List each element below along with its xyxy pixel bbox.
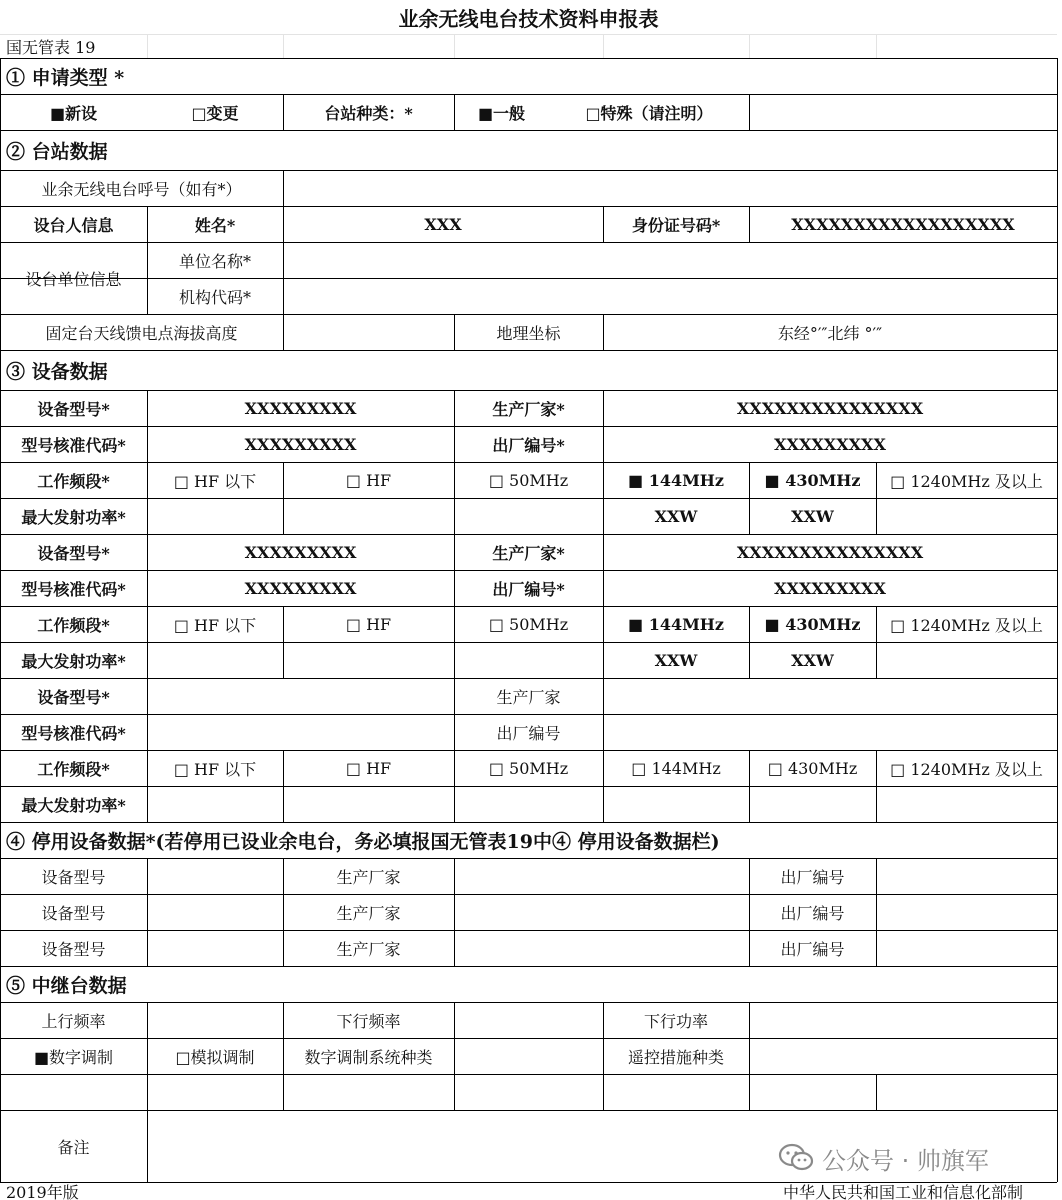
equip-1-serial-label: 出厂编号* <box>492 435 565 455</box>
change-option: □变更 <box>191 103 239 123</box>
equip-1-power-label: 最大发射功率* <box>21 507 126 527</box>
equip-1-band-option-1: □ HF 以下 <box>173 471 257 491</box>
station-type-options: ■一般 <box>477 103 526 123</box>
section-4-heading: ④ 停用设备数据*(若停用已设业余电台，务必填报国无管表19中④ 停用设备数据栏) <box>6 830 720 853</box>
equip-1-serial-value: XXXXXXXXX <box>774 434 886 454</box>
equip-1-power-144: XXW <box>654 506 698 526</box>
equip-3-serial-label: 出厂编号 <box>496 723 561 743</box>
equip-3-band-label: 工作频段* <box>37 759 110 779</box>
equip-1-approval-label: 型号核准代码* <box>21 435 126 455</box>
equip-2-approval-value: XXXXXXXXX <box>244 578 357 598</box>
equip-2-band-label: 工作频段* <box>37 615 110 635</box>
form-title: 业余无线电台技术资料申报表 <box>398 6 659 31</box>
equip-2-band-option-6: □ 1240MHz 及以上 <box>890 615 1043 635</box>
unit-info-label: 设台单位信息 <box>25 269 122 289</box>
equip-3-power-label: 最大发射功率* <box>21 795 126 815</box>
equip-1-band-option-2: □ HF <box>345 470 392 490</box>
equip-1-band-option-5: ■ 430MHz <box>764 470 861 490</box>
id-number-value: XXXXXXXXXXXXXXXXXX <box>791 214 1015 234</box>
equip-1-power-430: XXW <box>791 506 834 526</box>
equip-2-model-label: 设备型号* <box>37 543 110 563</box>
equip-2-maker-value: XXXXXXXXXXXXXXX <box>736 542 924 562</box>
equip-2-serial-label: 出厂编号* <box>492 579 565 599</box>
uplink-frequency-label: 上行频率 <box>41 1011 106 1031</box>
remarks-label: 备注 <box>57 1137 90 1157</box>
stopped-1-serial-label: 出厂编号 <box>780 867 845 887</box>
new-change-options: ■新设 <box>49 103 98 123</box>
equip-1-model-label: 设备型号* <box>37 399 110 419</box>
equip-3-model-label: 设备型号* <box>37 687 110 707</box>
stopped-1-maker-label: 生产厂家 <box>336 867 401 887</box>
unit-name-label: 单位名称* <box>178 251 251 271</box>
altitude-label: 固定台天线馈电点海拔高度 <box>45 323 238 343</box>
equip-2-power-label: 最大发射功率* <box>21 651 126 671</box>
station-type-label: 台站种类：* <box>324 103 413 123</box>
analog-option: □模拟调制 <box>175 1047 255 1067</box>
remote-control-label: 遥控措施种类 <box>627 1047 724 1067</box>
callsign-label: 业余无线电台呼号（如有*） <box>41 179 242 199</box>
equip-1-maker-value: XXXXXXXXXXXXXXX <box>736 398 924 418</box>
section-2-heading: ② 台站数据 <box>6 140 108 163</box>
equip-3-maker-label: 生产厂家 <box>496 687 561 707</box>
equip-1-band-option-4: ■ 144MHz <box>628 470 724 490</box>
stopped-2-maker-label: 生产厂家 <box>336 903 401 923</box>
equip-2-band-option-4: ■ 144MHz <box>628 614 724 634</box>
equip-3-approval-label: 型号核准代码* <box>21 723 126 743</box>
form-number: 国无管表 19 <box>6 37 96 57</box>
equip-2-maker-label: 生产厂家* <box>492 543 565 563</box>
geo-coordinate-value: 东经°′″北纬 °′″ <box>777 323 883 343</box>
equip-3-band-option-6: □ 1240MHz 及以上 <box>890 759 1043 779</box>
stopped-1-model-label: 设备型号 <box>41 867 106 887</box>
equip-2-power-430: XXW <box>791 650 834 670</box>
stopped-3-model-label: 设备型号 <box>41 939 106 959</box>
name-value: XXX <box>424 214 462 234</box>
downlink-frequency-label: 下行频率 <box>336 1011 401 1031</box>
equip-2-model-value: XXXXXXXXX <box>244 542 357 562</box>
section-3-heading: ③ 设备数据 <box>6 360 108 383</box>
geo-coordinate-label: 地理坐标 <box>496 323 561 343</box>
wechat-icon <box>778 1143 814 1173</box>
equip-1-band-option-6: □ 1240MHz 及以上 <box>890 471 1043 491</box>
equip-3-band-option-1: □ HF 以下 <box>173 759 257 779</box>
equip-2-band-option-5: ■ 430MHz <box>764 614 861 634</box>
version-label: 2019年版 <box>6 1182 79 1200</box>
equip-2-band-option-2: □ HF <box>345 614 392 634</box>
special-option: □特殊（请注明） <box>585 103 713 123</box>
equip-2-power-144: XXW <box>654 650 698 670</box>
id-number-label: 身份证号码* <box>631 215 721 235</box>
equip-3-band-option-5: □ 430MHz <box>767 758 858 778</box>
equip-3-band-option-2: □ HF <box>345 758 392 778</box>
digital-system-label: 数字调制系统种类 <box>304 1047 433 1067</box>
stopped-2-model-label: 设备型号 <box>41 903 106 923</box>
watermark-text: 公众号 · 帅旗军 <box>822 1146 989 1175</box>
equip-1-band-label: 工作频段* <box>37 471 110 491</box>
name-label: 姓名* <box>194 215 236 235</box>
stopped-2-serial-label: 出厂编号 <box>780 903 845 923</box>
section-5-heading: ⑤ 中继台数据 <box>6 974 127 997</box>
org-code-label: 机构代码* <box>178 287 251 307</box>
equip-2-serial-value: XXXXXXXXX <box>774 578 886 598</box>
issuer-label: 中华人民共和国工业和信息化部制 <box>782 1182 1023 1200</box>
owner-info-label: 设台人信息 <box>33 215 114 235</box>
equip-2-band-option-3: □ 50MHz <box>488 614 569 634</box>
equip-1-band-option-3: □ 50MHz <box>488 470 569 490</box>
downlink-power-label: 下行功率 <box>643 1011 708 1031</box>
modulation-options: ■数字调制 <box>33 1047 114 1067</box>
equip-3-band-option-3: □ 50MHz <box>488 758 569 778</box>
equip-2-approval-label: 型号核准代码* <box>21 579 126 599</box>
equip-2-band-option-1: □ HF 以下 <box>173 615 257 635</box>
equip-1-maker-label: 生产厂家* <box>492 399 565 419</box>
section-1-heading: ① 申请类型 * <box>6 66 125 89</box>
watermark <box>778 1138 1038 1178</box>
stopped-3-serial-label: 出厂编号 <box>780 939 845 959</box>
equip-1-model-value: XXXXXXXXX <box>244 398 357 418</box>
stopped-3-maker-label: 生产厂家 <box>336 939 401 959</box>
equip-3-band-option-4: □ 144MHz <box>631 758 721 778</box>
equip-1-approval-value: XXXXXXXXX <box>244 434 357 454</box>
